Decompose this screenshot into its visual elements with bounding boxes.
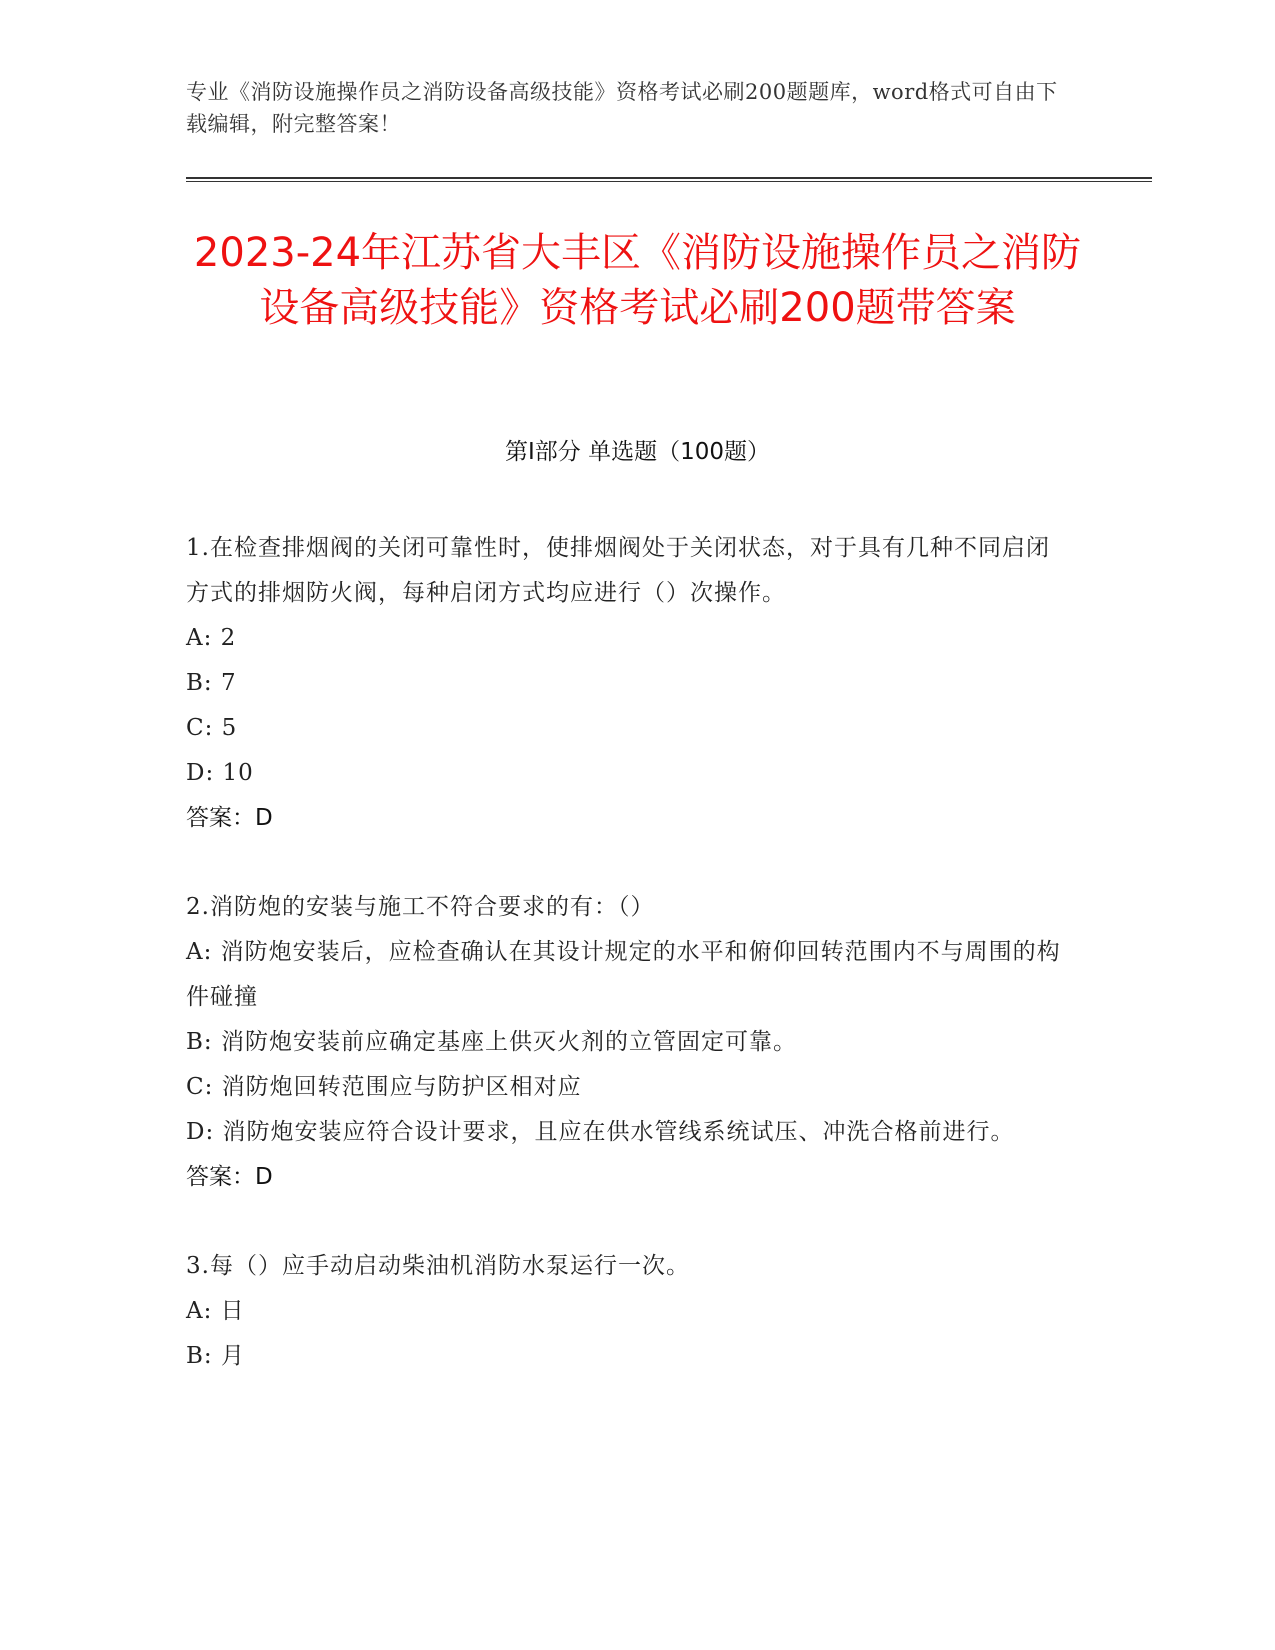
answer-value: D (255, 805, 273, 831)
document-title: 2023-24年江苏省大丰区《消防设施操作员之消防设备高级技能》资格考试必刷200题带答案 (193, 230, 1082, 331)
question-stem: 1.在检查排烟阀的关闭可靠性时，使排烟阀处于关闭状态，对于具有几种不同启闭方式的排烟防火阀，每种启闭方式均应进行（）次操作。 (186, 535, 1050, 606)
option-b: B: 月 (186, 1343, 245, 1369)
option-d: D: 10 (186, 760, 254, 786)
header-note: 专业《消防设施操作员之消防设备高级技能》资格考试必刷200题题库，word格式可自由下载编辑，附完整答案！ (186, 80, 1058, 136)
question-3 (186, 1244, 1066, 1379)
question-1 (186, 526, 1066, 841)
answer-line (186, 1155, 1066, 1200)
question-2 (186, 885, 1066, 1200)
question-stem: 3.每（）应手动启动柴油机消防水泵运行一次。 (186, 1253, 690, 1279)
answer-line (186, 796, 1066, 841)
question-stem: 2.消防炮的安装与施工不符合要求的有：（） (186, 894, 655, 920)
option-a: A: 消防炮安装后，应检查确认在其设计规定的水平和俯仰回转范围内不与周围的构件碰撞 (186, 939, 1061, 1010)
option-a: A: 2 (186, 625, 237, 651)
answer-label: 答案： (186, 1164, 255, 1190)
option-d: D: 消防炮安装应符合设计要求，且应在供水管线系统试压、冲洗合格前进行。 (186, 1119, 1015, 1145)
option-b: B: 7 (186, 670, 237, 696)
question-list (186, 526, 1066, 1423)
header-rule-thin (186, 181, 1152, 182)
header-rule-thick (186, 177, 1152, 179)
option-a: A: 日 (186, 1298, 245, 1324)
option-c: C: 5 (186, 715, 238, 741)
answer-label: 答案： (186, 805, 255, 831)
option-c: C: 消防炮回转范围应与防护区相对应 (186, 1074, 582, 1100)
answer-value: D (255, 1164, 273, 1190)
section-title: 第I部分 单选题（100题） (505, 439, 770, 465)
option-b: B: 消防炮安装前应确定基座上供灭火剂的立管固定可靠。 (186, 1029, 797, 1055)
